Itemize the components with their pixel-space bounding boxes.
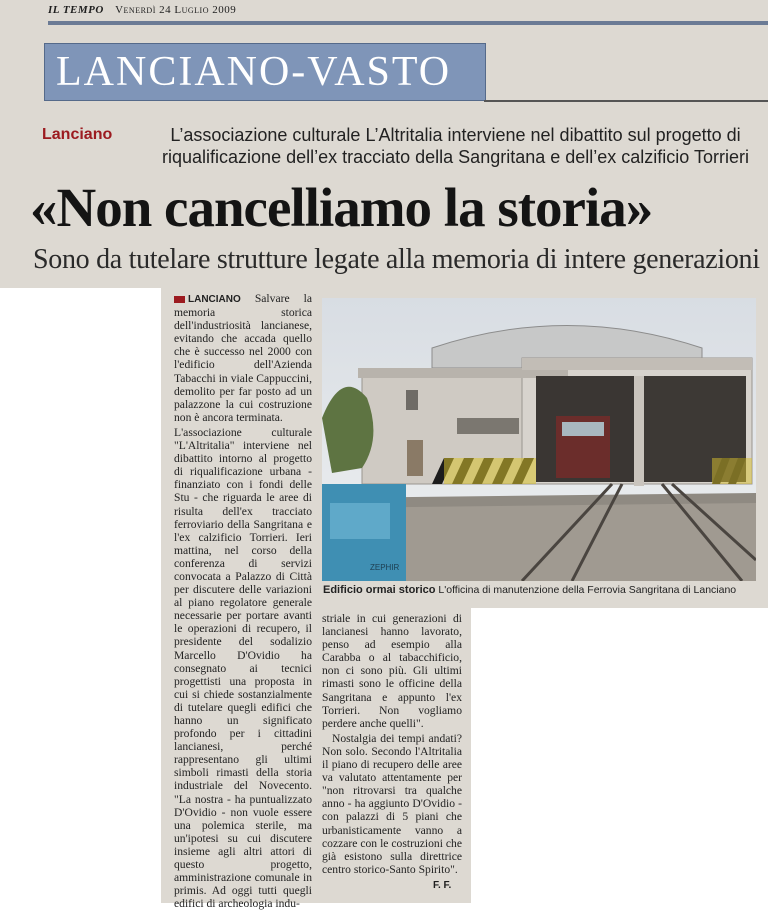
kicker-text: L’associazione culturale L’Altritalia interviene nel dibattito sul progetto di riqualificazione dell’ex tracciato della Sangritana e dell’ex calzificio Torrieri [162,125,749,167]
photo-caption [323,584,768,596]
caption-bold: Edificio ormai storico [323,584,436,596]
masthead [48,4,236,16]
author-signature: F. F. [433,880,452,891]
caption-text: L'officina di manutenzione della Ferrovia Sangritana di Lanciano [438,584,737,596]
paragraph: striale in cui generazioni di lancianesi hanno lavorato, penso ad esempio alla Carabba o al tabacchificio, non ci sono più. Gli ultimi rimasti sono le officine della Sangritana e appunto l'ex Torrieri. Non vogliamo perdere anche quelli". [322,612,462,730]
newspaper-name: IL TEMPO [48,4,104,16]
paragraph: Salvare la memoria storica dell'industriosità lancianese, evitando che accada quello che è successo nel 2000 con l'edificio dell'Azienda Tabacchi in viale Cappuccini, demolito per far posto ad un palazzone la cui costruzione non è ancora terminata. [174,292,312,424]
section-rule [484,100,768,102]
machine-label: ZEPHIR [370,563,400,572]
article-column-2 [322,612,462,878]
kicker-label: Lanciano [42,126,113,143]
section-square-icon [174,296,185,303]
dateline: LANCIANO [188,294,241,305]
headline: «Non cancelliamo la storia» [30,177,653,238]
article-column-1 [174,292,312,912]
masthead-rule [48,21,768,25]
issue-date: Venerdì 24 Luglio 2009 [115,4,237,16]
section-title: LANCIANO-VASTO [56,49,452,95]
workshop-photo [322,298,756,581]
railway-workshop-image [322,298,756,581]
paragraph: Nostalgia dei tempi andati? Non solo. Secondo l'Altritalia il piano di recupero delle aree va valutato attentamente per "non ritrovarsi tra qualche anno - ha aggiunto D'Ovidio - con palazzi di 5 piani che urbanisticamente vanno a cozzare con le costruzioni che già esistono sulla direttrice centro storico-Santo Spirito". [322,731,462,876]
paragraph: L'associazione culturale "L'Altritalia" interviene nel dibattito intorno al progetto di riqualificazione urbana - finanziato con i fondi delle Stu - che riguarda le aree di risulta dell'ex tracciato ferroviario della Sangritana e l'ex calzificio Torrieri. Ieri mattina, nel corso della conferenza di servizi convocata a Palazzo di Città per discutere delle variazioni al piano regolatore generale necessarie per portare avanti le operazioni di recupero, il presidente del sodalizio Marcello D'Ovidio ha consegnato ai tecnici progettisti una proposta in cui si chiede sostanzialmente di tutelare quegli edifici che hanno un significato profondo per i cittadini lancianesi, perché rappresentano gli ultimi simboli rimasti della storia industriale del Novecento. "La nostra - ha puntualizzato D'Ovidio - non vuole essere una polemica sterile, ma un'ipotesi su cui discutere insieme agli altri attori di questo progetto, amministrazione comunale in primis. Ad oggi tutti quegli edifici di archeologia indu- [174,425,312,911]
subheadline: Sono da tutelare strutture legate alla memoria di intere generazioni [33,244,760,275]
